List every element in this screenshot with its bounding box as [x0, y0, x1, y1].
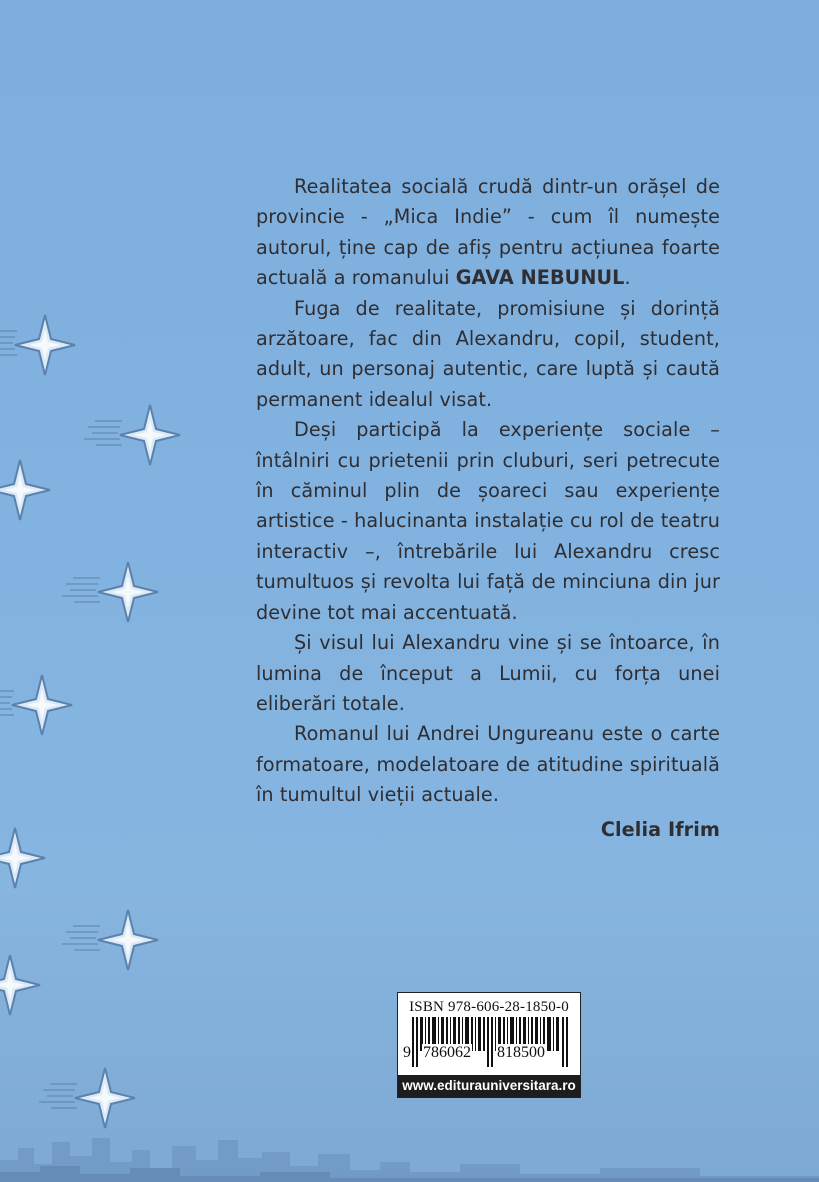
paragraph-text: Realitatea socială crudă dintr-un orășel de provincie - „Mica Indie” - cum îl numește autorul, ține cap de afiș pentru acțiunea foarte actuală a romanului: [256, 175, 720, 290]
star-icon: [0, 955, 40, 1015]
barcode-digit-lead: 9: [403, 1044, 411, 1061]
paragraph: Romanul lui Andrei Ungureanu este o carte formatoare, modelatoare de atitudine spirituală în tumultul vieții actuale.: [256, 722, 720, 807]
paragraph: Deși participă la experiențe sociale – întâlniri cu prietenii prin cluburi, seri petrecute în căminul plin de șoareci sau experiențe artistice - halucinanta instalație cu rol de teatru interactiv –, întrebările lui Alexandru cresc tumultuos și revolta lui față de minciuna din jur devine tot mai accentuată.: [256, 418, 720, 624]
star-icon: [84, 405, 180, 465]
isbn-label: ISBN 978-606-28-1850-0: [409, 999, 569, 1015]
paragraph: Și visul lui Alexandru vine și se întoarce, în lumina de început a Lumii, cu forța unei eliberări totale.: [256, 631, 720, 715]
barcode-digit-group: 786062: [423, 1044, 471, 1061]
star-icon: [0, 315, 75, 375]
paragraph: Fuga de realitate, promisiune și dorință arzătoare, fac din Alexandru, copil, student, adult, un personaj autentic, care luptă și caută permanent idealul visat.: [256, 296, 720, 411]
isbn-barcode: [397, 992, 581, 1098]
star-icon: [0, 460, 50, 520]
star-icon: [0, 828, 45, 888]
publisher-website: www.editurauniversitara.ro: [398, 1075, 580, 1097]
paragraph: [256, 172, 720, 294]
star-icon: [62, 910, 158, 970]
barcode-digits: [402, 1044, 580, 1062]
author-name: Clelia Ifrim: [600, 817, 720, 841]
paragraph-text: .: [624, 266, 631, 290]
star-icon: [62, 562, 158, 622]
book-title: GAVA NEBUNUL: [455, 266, 625, 290]
back-cover-text: [256, 172, 720, 845]
city-skyline: [0, 1112, 819, 1182]
star-icon: [0, 675, 72, 735]
barcode-digit-group: 818500: [497, 1044, 545, 1061]
